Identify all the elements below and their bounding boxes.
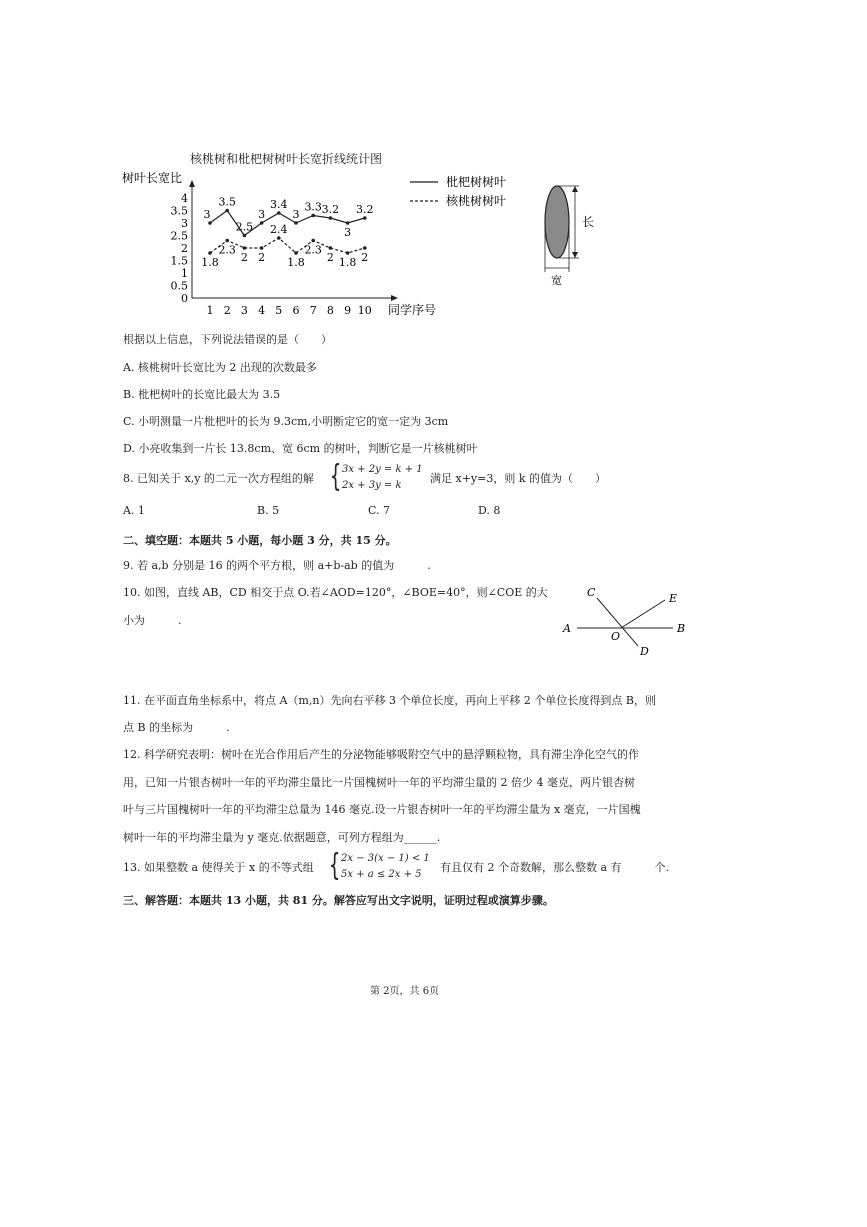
loquat-data-label: 3.2 (356, 203, 374, 216)
loquat-data-label: 3 (292, 208, 300, 221)
label-a: A (563, 622, 571, 635)
loquat-point (311, 214, 315, 218)
section-3-heading: 三、解答题：本题共 13 小题，共 81 分。解答应写出文字说明，证明过程或演算步骤。 (123, 894, 554, 907)
section-2-heading: 二、填空题：本题共 5 小题，每小题 3 分，共 15 分。 (123, 534, 397, 547)
loquat-point (363, 216, 367, 220)
q13-prefix: 13. 如果整数 a 使得关于 x 的不等式组 (123, 861, 314, 874)
loquat-data-label: 3.4 (270, 198, 288, 211)
legend-label-walnut: 核桃树树叶 (446, 194, 507, 208)
walnut-point (294, 251, 298, 255)
loquat-point (208, 221, 212, 225)
x-axis-label: 同学序号 (388, 303, 437, 317)
x-tick-label: 8 (326, 304, 334, 317)
loquat-point (260, 221, 264, 225)
q10-geometry-figure (555, 580, 695, 660)
q8-option-c: C. 7 (368, 504, 391, 517)
walnut-data-label: 2.3 (218, 243, 236, 257)
loquat-point (225, 209, 229, 213)
walnut-point (225, 239, 229, 243)
loquat-point (277, 211, 281, 215)
x-tick-label: 10 (357, 304, 372, 317)
walnut-point (277, 236, 281, 240)
q8-eq1: 3x + 2y = k + 1 (342, 464, 423, 475)
y-tick-label: 2.5 (170, 229, 188, 243)
q8-option-b: B. 5 (257, 504, 280, 517)
walnut-point (243, 246, 247, 250)
walnut-point (311, 239, 315, 243)
x-tick-label: 9 (344, 304, 352, 317)
q12-line2: 用，已知一片银杏树叶一年的平均滞尘量比一片国槐树叶一年的平均滞尘量的 2 倍少 4 毫克，两片银杏树 (123, 776, 635, 789)
y-tick-label: 1 (181, 267, 188, 280)
q13-suffix: 有且仅有 2 个奇数解，那么整数 a 有 个. (440, 861, 670, 874)
x-tick-label: 3 (240, 304, 248, 317)
y-tick-label: 0 (181, 292, 188, 305)
walnut-data-label: 2 (326, 251, 334, 264)
walnut-data-label: 1.8 (287, 256, 305, 269)
loquat-data-label: 3 (344, 226, 352, 239)
q8-eq2: 2x + 3y = k (342, 480, 402, 491)
line-chart (120, 168, 520, 318)
walnut-data-label: 1.8 (201, 256, 219, 269)
loquat-point (243, 234, 247, 238)
loquat-data-label: 3.5 (218, 195, 236, 209)
leaf-shape (545, 186, 569, 258)
q8-brace: { (329, 459, 342, 494)
walnut-data-label: 2.4 (270, 223, 288, 236)
loquat-data-label: 2.5 (235, 220, 254, 234)
label-o: O (611, 630, 621, 643)
page-footer: 第 2页，共 6页 (370, 986, 440, 997)
loquat-data-label: 3.3 (304, 200, 322, 214)
x-tick-label: 1 (206, 304, 214, 317)
leaf-length-label: 长 (582, 215, 595, 229)
walnut-data-label: 2 (240, 251, 248, 264)
loquat-point (294, 221, 298, 225)
q12-line1: 12. 科学研究表明：树叶在光合作用后产生的分泌物能够吸附空气中的悬浮颗粒物，具有滞尘净化空气的作 (123, 748, 639, 761)
x-tick-label: 4 (258, 304, 266, 317)
loquat-data-label: 3.2 (321, 203, 340, 216)
y-axis-arrow (189, 180, 195, 187)
walnut-data-label: 2 (258, 251, 266, 264)
label-d: D (640, 645, 649, 658)
x-tick-label: 2 (223, 304, 231, 317)
q7-option-a: A. 核桃树叶长宽比为 2 出现的次数最多 (123, 361, 317, 374)
y-tick-label: 4 (181, 192, 188, 205)
q8-option-d: D. 8 (478, 504, 501, 517)
q8-prefix: 8. 已知关于 x,y 的二元一次方程组的解 (123, 472, 314, 485)
walnut-point (346, 251, 350, 255)
leaf-width-label: 宽 (551, 274, 562, 287)
loquat-point (346, 221, 350, 225)
label-c: C (587, 586, 596, 599)
x-axis-arrow (391, 295, 398, 301)
loquat-point (329, 216, 333, 220)
q7-option-d: D. 小亮收集到一片长 13.8cm、宽 6cm 的树叶，判断它是一片核桃树叶 (123, 442, 478, 455)
q12-line3: 叶与三片国槐树叶一年的平均滞尘总量为 146 毫克.设一片银杏树叶一年的平均滞尘量为 x 毫克，一片国槐 (123, 803, 641, 816)
q11-line2: 点 B 的坐标为 . (123, 721, 230, 734)
walnut-point (260, 246, 264, 250)
q13-brace: { (328, 848, 341, 883)
q7-stem: 根据以上信息，下列说法错误的是（ ） (123, 333, 332, 346)
label-e: E (669, 592, 678, 605)
q7-option-c: C. 小明测量一片枇杷叶的长为 9.3cm,小明断定它的宽一定为 3cm (123, 415, 449, 428)
y-axis-label: 树叶长宽比 (122, 171, 183, 185)
leaf-figure (535, 180, 605, 290)
x-tick-label: 6 (292, 304, 300, 317)
y-tick-label: 3.5 (170, 204, 188, 218)
q13-ineq1: 2x − 3(x − 1) < 1 (341, 853, 430, 864)
legend-label-loquat: 枇杷树树叶 (446, 175, 507, 189)
q7-option-b: B. 枇杷树叶的长宽比最大为 3.5 (123, 388, 281, 401)
y-tick-label: 2 (181, 242, 188, 255)
q11-line1: 11. 在平面直角坐标系中，将点 A（m,n）先向右平移 3 个单位长度，再向上平移 2 个单位长度得到点 B，则 (123, 694, 657, 707)
chart-title: 核桃树和枇杷树树叶长宽折线统计图 (190, 152, 383, 166)
walnut-data-label: 2.3 (304, 243, 322, 257)
q10-line1: 10. 如图，直线 AB，CD 相交于点 O.若∠AOD=120°，∠BOE=40°，则∠COE 的大 (123, 586, 548, 599)
q13-ineq2: 5x + a ≤ 2x + 5 (341, 869, 422, 880)
y-tick-label: 1.5 (170, 254, 188, 268)
walnut-data-label: 2 (361, 251, 369, 264)
q8-suffix: 满足 x+y=3，则 k 的值为（ ） (430, 472, 607, 485)
walnut-data-label: 1.8 (338, 256, 357, 269)
label-b: B (677, 622, 686, 635)
walnut-point (208, 251, 212, 255)
y-tick-label: 3 (181, 217, 188, 230)
walnut-point (329, 246, 333, 250)
loquat-data-label: 3 (203, 208, 211, 221)
x-tick-label: 5 (275, 304, 283, 317)
q8-option-a: A. 1 (123, 504, 145, 517)
x-tick-label: 7 (309, 304, 317, 317)
loquat-data-label: 3 (258, 208, 266, 221)
q12-line4: 树叶一年的平均滞尘量为 y 毫克.依据题意，可列方程组为______. (123, 831, 441, 844)
y-tick-label: 0.5 (170, 279, 188, 293)
q10-line2: 小为 . (123, 614, 182, 627)
q9: 9. 若 a,b 分别是 16 的两个平方根，则 a+b-ab 的值为 . (123, 559, 431, 572)
walnut-point (363, 246, 367, 250)
